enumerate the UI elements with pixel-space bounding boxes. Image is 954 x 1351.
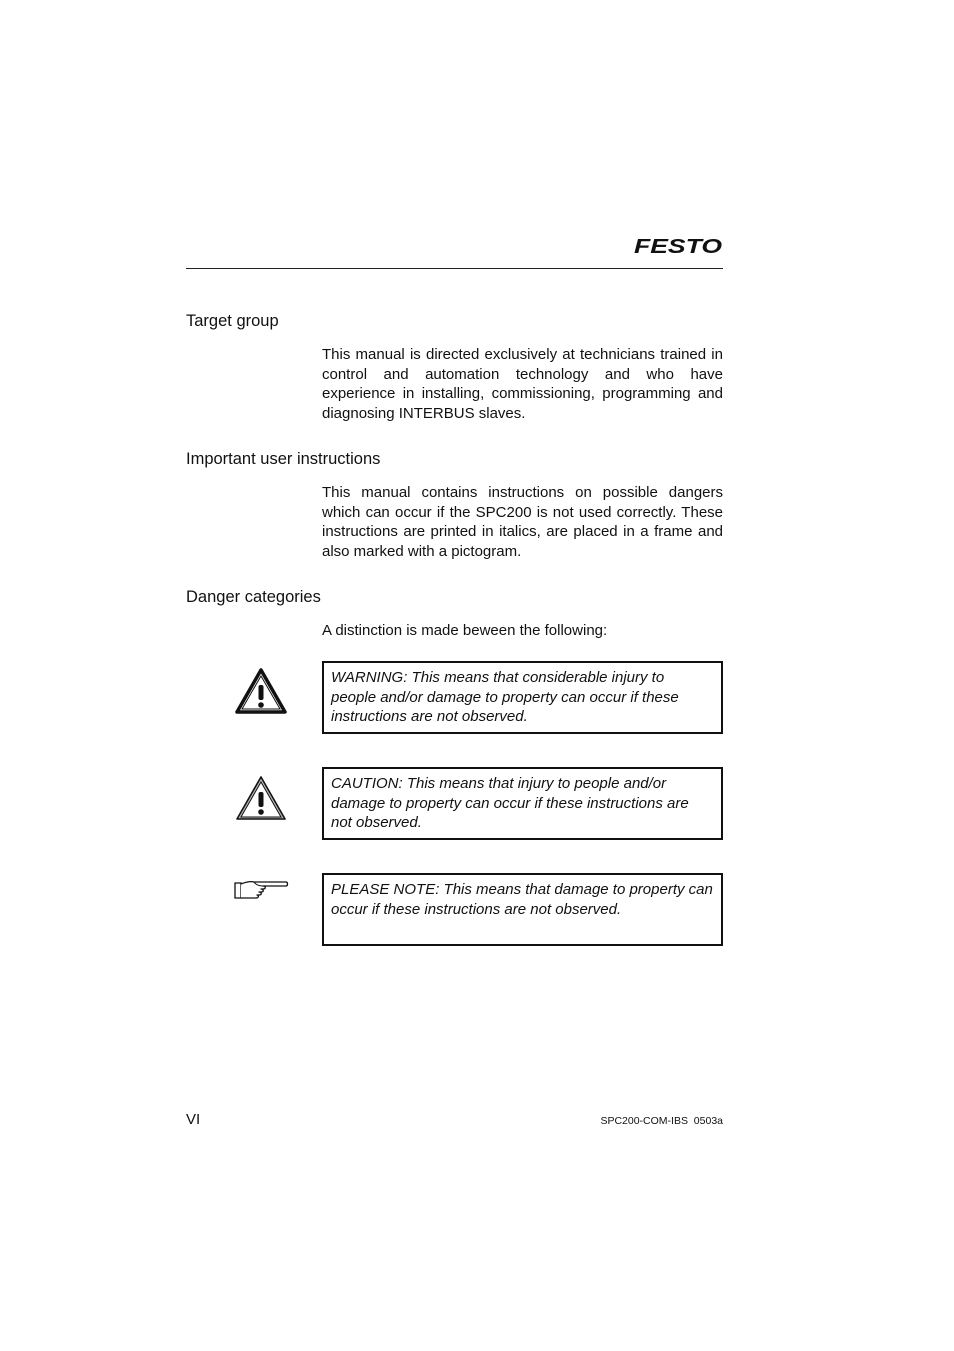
caution-notice-box — [322, 767, 723, 840]
section-heading-danger-categories: Danger categories — [186, 588, 321, 606]
danger-categories-lead: A distinction is made beween the following: — [322, 622, 608, 639]
section-heading-user-instructions: Important user instructions — [186, 450, 381, 468]
festo-logo — [634, 236, 724, 256]
pointing-hand-icon — [233, 878, 289, 907]
note-notice-box — [322, 873, 723, 946]
warning-notice-box — [322, 661, 723, 734]
page-number: VI — [186, 1111, 201, 1128]
user-instructions-text: This manual contains instructions on possible dangers which can occur if the SPC200 is not used correctly. These instructions are printed in italics, are placed in a frame and also marked with a pictogram. — [322, 484, 723, 561]
document-code: SPC200-COM-IBS 0503a — [600, 1115, 723, 1127]
section-heading-target-group: Target group — [186, 312, 279, 330]
header-rule — [186, 268, 723, 269]
warning-notice-text: WARNING: This means that considerable injury to people and/or damage to property can occur if these instructions are not observed. — [331, 669, 679, 726]
note-notice-text: PLEASE NOTE: This means that damage to property can occur if these instructions are not observed. — [331, 881, 713, 918]
caution-notice-text: CAUTION: This means that injury to people and/or damage to property can occur if these instructions are not observed. — [331, 775, 689, 832]
target-group-text: This manual is directed exclusively at technicians trained in control and automation technology and who have experience in installing, commissioning, programming and diagnosing INTERBUS slaves. — [322, 346, 723, 423]
caution-triangle-icon — [235, 775, 287, 826]
warning-triangle-icon — [235, 668, 287, 719]
logo-text: FESTO — [634, 236, 723, 256]
